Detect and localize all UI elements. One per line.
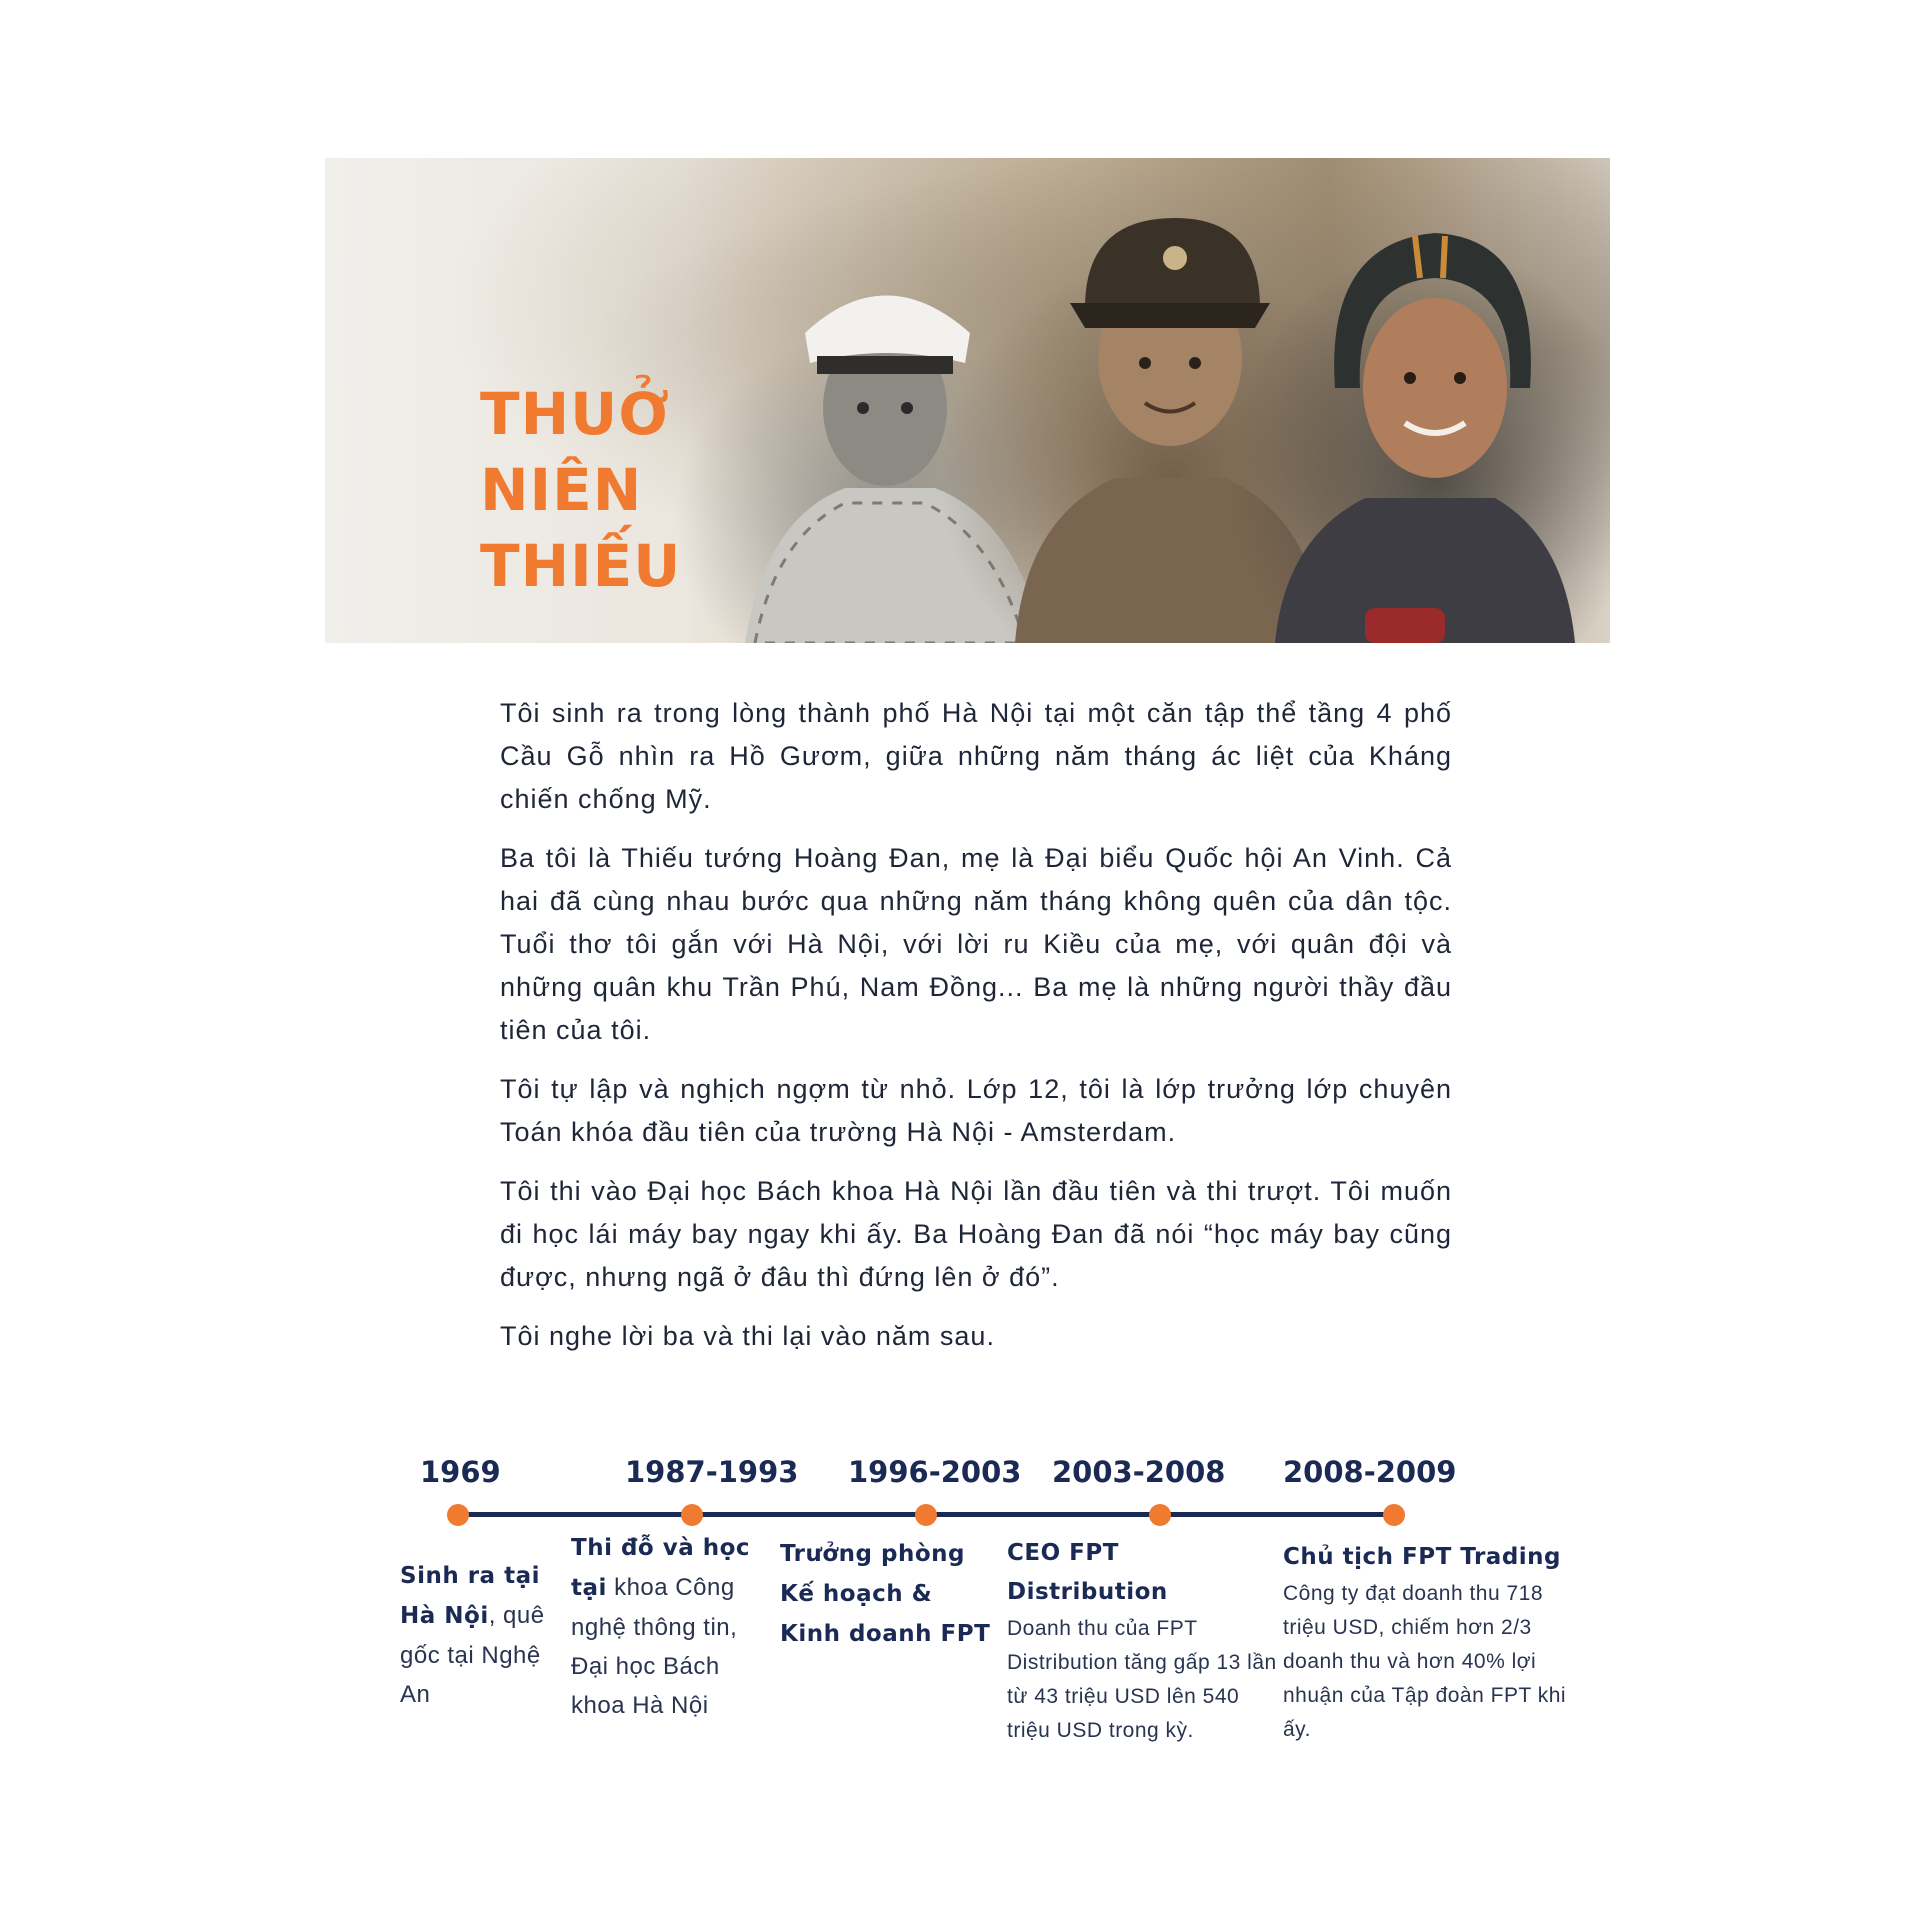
timeline-year-4: 2003-2008 [1052, 1455, 1226, 1489]
timeline-event-5-detail: Công ty đạt doanh thu 718 triệu USD, chiếm hơn 2/3 doanh thu và hơn 40% lợi nhuận của Tập đoàn FPT khi ấy. [1283, 1582, 1567, 1741]
timeline-dot-1 [447, 1504, 469, 1526]
timeline-event-2-detail: khoa Công nghệ thông tin, Đại học Bách khoa Hà Nội [571, 1574, 738, 1719]
timeline-event-4-title: CEO FPT Distribution [1007, 1540, 1168, 1605]
paragraph-5: Tôi nghe lời ba và thi lại vào năm sau. [500, 1321, 995, 1351]
timeline-event-4-detail: Doanh thu của FPT Distribution tăng gấp 13 lần từ 43 triệu USD lên 540 triệu USD trong kỳ. [1007, 1617, 1277, 1742]
timeline-event-2-title: Thi đỗ và học tại [571, 1535, 751, 1601]
body-text [500, 692, 1452, 1374]
timeline-event-2 [571, 1528, 771, 1725]
paragraph-3: Tôi tự lập và nghịch ngợm từ nhỏ. Lớp 12, tôi là lớp trưởng lớp chuyên Toán khóa đầu tiên của trường Hà Nội - Amsterdam. [500, 1074, 1452, 1147]
timeline-event-3 [780, 1534, 995, 1654]
timeline-year-5: 2008-2009 [1283, 1455, 1457, 1489]
timeline-year-2: 1987-1993 [625, 1455, 799, 1489]
banner-title [480, 376, 681, 604]
timeline-dot-2 [681, 1504, 703, 1526]
banner-title-line-1: THUỞ [480, 380, 670, 448]
timeline-dot-4 [1149, 1504, 1171, 1526]
banner-title-line-2: NIÊN [480, 456, 643, 524]
paragraph-1: Tôi sinh ra trong lòng thành phố Hà Nội tại một căn tập thể tầng 4 phố Cầu Gỗ nhìn ra Hồ Gươm, giữa những năm tháng ác liệt của Kháng chiến chống Mỹ. [500, 698, 1452, 814]
paragraph-4: Tôi thi vào Đại học Bách khoa Hà Nội lần đầu tiên và thi trượt. Tôi muốn đi học lái máy bay ngay khi ấy. Ba Hoàng Đan đã nói “học máy bay cũng được, nhưng ngã ở đâu thì đứng lên ở đó”. [500, 1176, 1452, 1292]
timeline-event-1-title: Sinh ra tại Hà Nội [400, 1563, 540, 1629]
timeline-year-1: 1969 [420, 1455, 501, 1489]
timeline-event-5-title: Chủ tịch FPT Trading [1283, 1544, 1562, 1570]
paragraph-2: Ba tôi là Thiếu tướng Hoàng Đan, mẹ là Đại biểu Quốc hội An Vinh. Cả hai đã cùng nhau bước qua những năm tháng không quên của dân tộc. Tuổi thơ tôi gắn với Hà Nội, với lời ru Kiều của mẹ, với quân đội và những quân khu Trần Phú, Nam Đồng... Ba mẹ là những người thầy đầu tiên của tôi. [500, 843, 1452, 1045]
header-banner [325, 158, 1610, 643]
timeline-event-5 [1283, 1538, 1568, 1747]
timeline-dot-3 [915, 1504, 937, 1526]
banner-title-line-3: THIẾU [480, 532, 682, 600]
timeline-event-3-title: Trưởng phòng Kế hoạch & Kinh doanh FPT [780, 1541, 991, 1647]
timeline-event-1 [400, 1556, 550, 1714]
timeline-event-1-detail: , quê gốc tại Nghệ An [400, 1602, 545, 1708]
timeline-year-3: 1996-2003 [848, 1455, 1022, 1489]
timeline-event-4 [1007, 1534, 1277, 1748]
timeline-line [458, 1512, 1393, 1517]
timeline-dot-5 [1383, 1504, 1405, 1526]
